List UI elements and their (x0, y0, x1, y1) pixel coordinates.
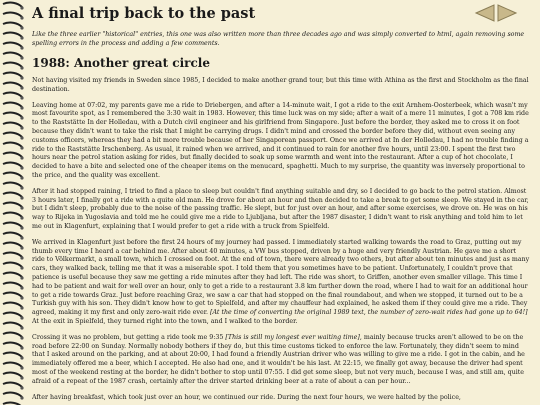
binding-hole (20, 156, 23, 159)
binding-ring (3, 353, 22, 357)
binding-ring (3, 93, 22, 97)
binding-ring (3, 333, 22, 337)
binding-hole (20, 316, 23, 319)
paragraph-2: Leaving home at 07:02, my parents gave me a ride to Driebergen, and after a 14-minute wait, I got a ride to the exit Arnhem-Oosterbeek, which wasn't my most favourite spot, as I remembered the 3:30 wait in 1983. However, this time luck was on my side; after a wait of a mere 11 minutes, I got a 708 km ride to the Raststätte In der Holledau, with a Dutch civil engineer and his girlfriend from Singapore. Just before the border, they asked me to cross it on foot because they didn't want to take the risk that I might be carrying drugs. I didn't mind and crossed the border before they did, without even seeing any customs officers, whereas they had a bit more trouble because of her Singaporean passport. Once we arrived at In der Holledau, I had no trouble finding a ride to the Raststätte Irschenberg. As usual, it rained when we arrived, and it continued to rain for another five hours, until 23:00. I spent the first two hours near the petrol station asking for rides, but finally decided to soak up some warmth and went into the restaurant. After a cup of hot chocolate, I decided to have a bite and selected one of the cheaper items on the menucard, spaghetti. Much to my surprise, the quantity was inversely proportional to the price, and the quality was excellent. (32, 101, 529, 179)
binding-hole (20, 176, 23, 179)
binding-ring (3, 323, 22, 327)
paragraph-4 (32, 239, 530, 327)
binding-hole (20, 286, 23, 289)
binding-ring (3, 313, 22, 317)
paragraph-6: After having breakfast, which took just over an hour, we continued our ride. During the next four hours, we were halted by the police, (32, 393, 461, 401)
binding-ring (3, 53, 22, 57)
binding-hole (20, 356, 23, 359)
binding-ring (3, 103, 22, 107)
binding-hole (20, 36, 23, 39)
binding-ring (3, 23, 22, 27)
binding-hole (20, 196, 23, 199)
binding-ring (3, 153, 22, 157)
binding-ring (3, 263, 22, 267)
paragraph-1: Not having visited my friends in Sweden since 1985, I decided to make another grand tour, but this time with Athina as the first and Stockholm as the final destination. (32, 77, 529, 93)
binding-ring (3, 213, 22, 217)
binding-ring (3, 363, 22, 367)
binding-ring (3, 253, 22, 257)
paragraph-4-after: At the exit in Spielfeld, they turned right into the town, and I walked to the border. (32, 317, 298, 325)
binding-hole (20, 226, 23, 229)
binding-ring (3, 33, 22, 37)
page-title: A final trip back to the past (32, 5, 256, 22)
binding-hole (20, 216, 23, 219)
paragraph-5-text: Crossing it was no problem, but getting a ride took me 9:35 (32, 333, 224, 341)
binding-ring (3, 233, 22, 237)
binding-ring (3, 293, 22, 297)
binding-hole (20, 266, 23, 269)
binding-hole (20, 326, 23, 329)
binding-ring (3, 113, 22, 117)
binding-hole (20, 276, 23, 279)
binding-hole (20, 76, 23, 79)
binding-hole (20, 26, 23, 29)
binding-hole (20, 206, 23, 209)
binding-hole (20, 376, 23, 379)
binding-ring (3, 303, 22, 307)
binding-hole (20, 296, 23, 299)
binding-ring (3, 223, 22, 227)
binding-hole (20, 186, 23, 189)
binding-hole (20, 6, 23, 9)
binding-ring (3, 343, 22, 347)
paragraph-4-comment: [At the time of converting the original 1989 text, the number of zero-wait rides had gone up to 64!] (210, 309, 528, 317)
arrow-right-icon[interactable] (498, 5, 516, 21)
paragraph-3: After it had stopped raining, I tried to find a place to sleep but couldn't find anything suitable and dry, so I decided to go back to the petrol station. Almost 3 hours later, I finally got a ride with a quite old man. He drove for about an hour and then decided to take a break to get some sleep. We stayed in the car, but I didn't sleep, probably due to the noise of the passing traffic. He slept, but for just over an hour, and after some exercises, we drove on. He was on his way to Rijeka in Yugoslavia and told me he could give me a ride to Ljubljana, but after the 1987 disaster, I didn't want to risk anything and told him to let me out in Klagenfurt, explaining that I would prefer to get a ride with a truck from Spielfeld. (32, 187, 529, 230)
binding-hole (20, 106, 23, 109)
binding-ring (3, 203, 22, 207)
binding-hole (20, 96, 23, 99)
binding-hole (20, 256, 23, 259)
binding-ring (3, 163, 22, 167)
binding-ring (3, 73, 22, 77)
binding-ring (3, 133, 22, 137)
arrow-left-icon[interactable] (476, 5, 494, 21)
paragraph-4-text: We arrived in Klagenfurt just before the first 24 hours of my journey had passed. I immediately started walking towards the road to Graz, putting out my thumb every time I heard a car behind me. After about 40 minutes, a VW bus stopped, driven by a huge and very friendly Austrian. He gave me a short ride to Völkermarkt, a small town, which I crossed on foot. At the end of town, there were already two others, but after about ten minutes and just as many cars, they walked back, telling me that it was a miserable spot. I told them that you sometimes have to be patient. Unfortunately, I couldn't prove that patience is useful because they saw me getting a ride minutes after they had left. The ride was short, to Griffen, another even smaller village. This time I had to be patient and wait for well over an hour, only to get a ride to a restaurant 3.8 km further down the road, where I had to wait for an additional hour to get a ride towards Graz. Just before reaching Graz, we saw a car that had stopped on the final roundabout, and when we stopped, it turned out to be a Turkish guy with his son. They didn't know how to get to Spielfeld, and after my chauffeur had explained, he asked them if they could give me a ride. They agreed, making it my first and only zero-wait ride ever. (32, 238, 530, 317)
main-content (32, 0, 530, 405)
intro-text: Like the three earlier "historical" entries, this one was also written more than three decades ago and was simply converted to html, again removing some spelling errors in the process and adding a few comments. (32, 31, 525, 47)
binding-ring (3, 373, 22, 377)
spiral-binding (0, 0, 26, 405)
binding-ring (3, 3, 22, 7)
binding-ring (3, 193, 22, 197)
binding-ring (3, 383, 22, 387)
binding-ring (3, 183, 22, 187)
binding-ring (3, 63, 22, 67)
binding-hole (20, 146, 23, 149)
binding-hole (20, 136, 23, 139)
binding-hole (20, 166, 23, 169)
binding-ring (3, 123, 22, 127)
binding-hole (20, 56, 23, 59)
binding-hole (20, 396, 23, 399)
binding-hole (20, 306, 23, 309)
binding-hole (20, 336, 23, 339)
binding-hole (20, 46, 23, 49)
paragraph-5-after: , mainly because trucks aren't allowed to be on the road before 22:00 on Sunday. Normally nobody bothers if they do, but this time customs ticked to enforce the law. Fortunately, they didn't seem to mind that I asked around on the parking, and at about 20:00, I had found a friendly Austrian driver who was willing to give me a ride. I got in the cabin, and he immediately offered me a beer, which I accepted. He also had one, and it wouldn't be his last. At 22:15, we finally got away, because the driver had spent most of the weekend resting at the border, he didn't bother to stop until 07:55. I did get some sleep, but not very much, because I was, and still am, quite afraid of a repeat of the 1987 crash, certainly after the driver started drinking beer at a rate of about a can per hour... (32, 333, 525, 385)
binding-ring (3, 83, 22, 87)
binding-hole (20, 366, 23, 369)
binding-hole (20, 346, 23, 349)
paragraph-5 (32, 334, 530, 387)
paragraph-5-comment: [This is still my longest ever waiting time] (225, 333, 360, 341)
binding-hole (20, 386, 23, 389)
binding-ring (3, 393, 22, 397)
binding-ring (3, 283, 22, 287)
binding-ring (3, 143, 22, 147)
binding-hole (20, 66, 23, 69)
binding-ring (3, 43, 22, 47)
binding-hole (20, 246, 23, 249)
binding-ring (3, 243, 22, 247)
binding-ring (3, 13, 22, 17)
binding-hole (20, 126, 23, 129)
page-nav (474, 4, 518, 22)
binding-ring (3, 273, 22, 277)
binding-hole (20, 236, 23, 239)
section-title: 1988: Another great circle (32, 56, 210, 70)
binding-hole (20, 16, 23, 19)
binding-hole (20, 116, 23, 119)
binding-ring (3, 173, 22, 177)
binding-hole (20, 86, 23, 89)
